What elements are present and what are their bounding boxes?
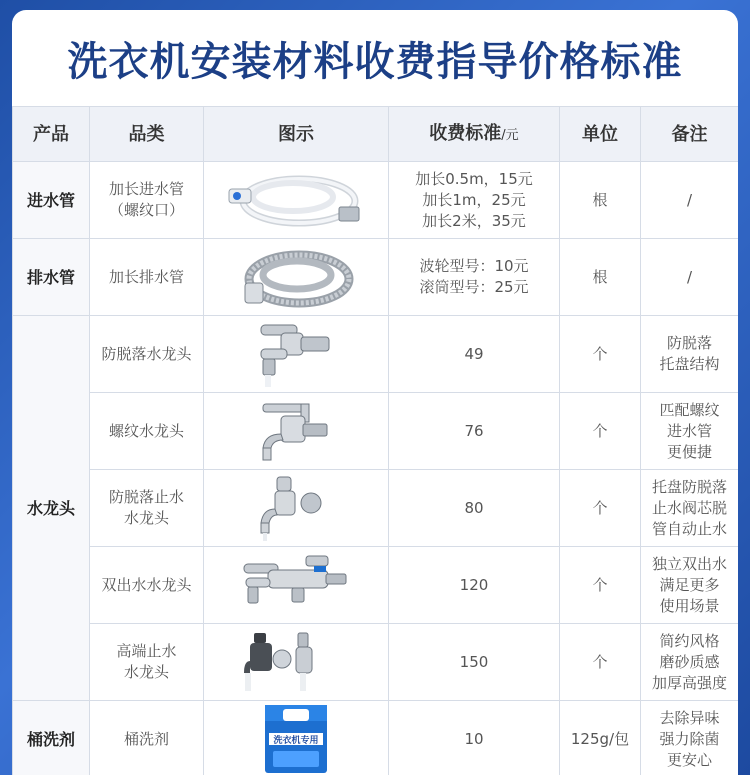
category-cell <box>90 701 204 775</box>
note-cell <box>641 162 739 239</box>
note-line: 防脱落 <box>666 334 712 352</box>
unit-cell: 个 <box>560 393 641 470</box>
table-row <box>13 470 739 547</box>
premium-stop-faucet-image <box>236 627 356 697</box>
price-line: 滚筒型号：25元 <box>419 278 529 296</box>
category-line: 水龙头 <box>123 663 169 681</box>
product-cell: 水龙头 <box>13 316 90 701</box>
category-cell <box>90 547 204 624</box>
dual-outlet-faucet-image <box>236 550 356 620</box>
header-category: 品类 <box>90 107 204 162</box>
note-line: 进水管 <box>666 421 712 440</box>
note-cell <box>641 393 739 470</box>
price-table <box>12 106 738 775</box>
table-header-row <box>13 107 739 162</box>
note-cell <box>641 701 739 775</box>
price-line: 加长0.5m，15元 <box>415 169 533 188</box>
header-note: 备注 <box>641 107 739 162</box>
category-line: 水龙头 <box>123 509 169 527</box>
price-line: 加长2米，35元 <box>422 211 526 230</box>
unit-cell: 根 <box>560 162 641 239</box>
note-line: 托盘结构 <box>659 355 720 373</box>
price-line: 加长1m，25元 <box>422 190 526 209</box>
unit-cell: 个 <box>560 470 641 547</box>
note-cell <box>641 239 739 316</box>
note-line: 加厚高强度 <box>651 673 727 692</box>
category-cell <box>90 624 204 701</box>
detergent-packet-image <box>261 703 331 775</box>
image-cell <box>204 316 389 393</box>
category-cell <box>90 239 204 316</box>
header-unit: 单位 <box>560 107 641 162</box>
category-cell <box>90 162 204 239</box>
table-row <box>13 316 739 393</box>
stop-valve-faucet-image <box>241 473 351 543</box>
price-line: 49 <box>464 344 484 363</box>
table-row <box>13 701 739 775</box>
price-cell <box>389 470 560 547</box>
unit-cell: 根 <box>560 239 641 316</box>
price-cell <box>389 624 560 701</box>
category-cell <box>90 316 204 393</box>
page-title: 洗衣机安装材料收费指导价格标准 <box>67 38 683 85</box>
category-line: 防脱落止水 <box>108 488 184 506</box>
note-line: 磨砂质感 <box>659 652 720 671</box>
image-cell <box>204 470 389 547</box>
price-cell <box>389 316 560 393</box>
category-line: 加长排水管 <box>108 267 184 286</box>
unit-cell: 125g/包 <box>560 701 641 775</box>
unit-cell: 个 <box>560 547 641 624</box>
table-row <box>13 162 739 239</box>
image-cell <box>204 624 389 701</box>
unit-cell: 个 <box>560 624 641 701</box>
image-cell <box>204 547 389 624</box>
image-cell <box>204 701 389 775</box>
price-line: 10 <box>464 729 484 748</box>
header-product: 产品 <box>13 107 90 162</box>
drain-hose-image <box>231 243 361 311</box>
note-line: 止水阀芯脱 <box>651 498 727 517</box>
table-row <box>13 393 739 470</box>
note-line: / <box>686 190 693 209</box>
note-line: 更便捷 <box>666 442 712 461</box>
header-price-label: 收费标准 <box>429 122 502 144</box>
category-cell <box>90 470 204 547</box>
header-price-unit: /元 <box>501 127 519 143</box>
price-line: 150 <box>459 652 489 671</box>
image-cell <box>204 393 389 470</box>
category-line: 高端止水 <box>116 642 177 660</box>
price-cell <box>389 547 560 624</box>
table-row <box>13 547 739 624</box>
note-line: 去除异味 <box>659 708 720 727</box>
packet-label: 洗衣机专用 <box>273 736 319 746</box>
note-cell <box>641 624 739 701</box>
image-cell <box>204 239 389 316</box>
header-price <box>389 107 560 162</box>
product-cell: 桶洗剂 <box>13 701 90 775</box>
note-line: 使用场景 <box>659 596 720 615</box>
note-line: 管自动止水 <box>651 519 727 538</box>
price-line: 76 <box>464 421 484 440</box>
unit-cell: 个 <box>560 316 641 393</box>
note-cell <box>641 470 739 547</box>
category-cell <box>90 393 204 470</box>
price-cell <box>389 701 560 775</box>
price-line: 80 <box>464 498 484 517</box>
product-cell: 排水管 <box>13 239 90 316</box>
price-cell <box>389 239 560 316</box>
note-line: 满足更多 <box>659 575 720 594</box>
price-cell <box>389 162 560 239</box>
header-image: 图示 <box>204 107 389 162</box>
note-line: 更安心 <box>666 750 712 769</box>
category-line: （螺纹口） <box>108 201 184 219</box>
note-line: 独立双出水 <box>651 554 727 573</box>
note-cell <box>641 316 739 393</box>
note-line: / <box>686 267 693 286</box>
thread-faucet-image <box>241 396 351 466</box>
image-cell <box>204 162 389 239</box>
note-cell <box>641 547 739 624</box>
price-sheet <box>12 10 738 775</box>
inlet-hose-image <box>221 167 371 233</box>
note-line: 托盘防脱落 <box>651 477 727 496</box>
anti-drop-faucet-image <box>241 319 351 389</box>
price-line: 波轮型号：10元 <box>419 257 529 275</box>
category-line: 桶洗剂 <box>123 729 169 748</box>
table-row <box>13 239 739 316</box>
note-line: 简约风格 <box>659 631 720 650</box>
product-cell: 进水管 <box>13 162 90 239</box>
price-cell <box>389 393 560 470</box>
note-line: 匹配螺纹 <box>659 400 720 419</box>
table-row <box>13 624 739 701</box>
note-line: 强力除菌 <box>659 729 720 748</box>
category-line: 防脱落水龙头 <box>101 344 192 363</box>
category-line: 加长进水管 <box>108 180 184 198</box>
category-line: 双出水水龙头 <box>101 575 192 594</box>
price-line: 120 <box>459 575 489 594</box>
category-line: 螺纹水龙头 <box>108 421 184 440</box>
